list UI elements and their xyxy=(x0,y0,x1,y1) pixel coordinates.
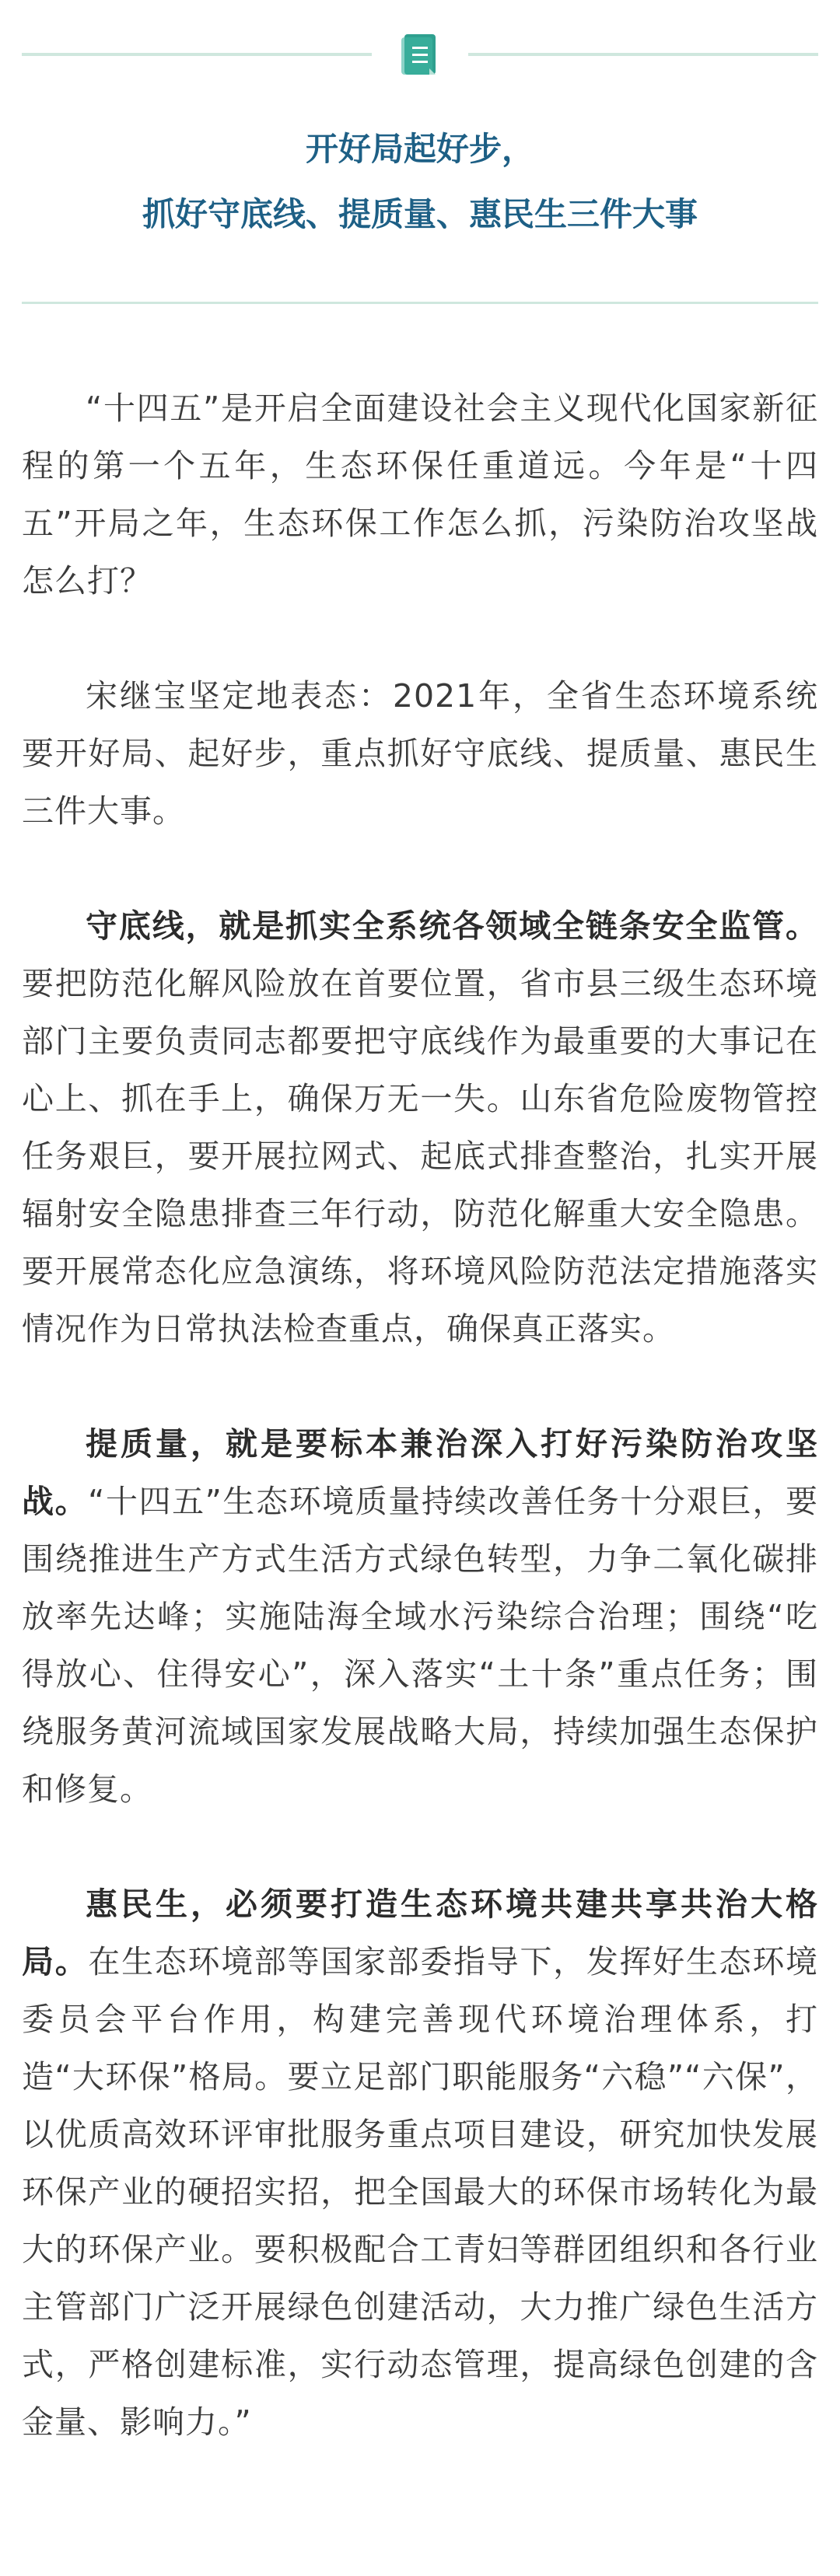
title-line-2: 抓好守底线、提质量、惠民生三件大事 xyxy=(142,195,698,233)
paragraph-quality-lead: 提质量，就是要标本兼治深入打好污染防治攻坚战。 xyxy=(22,1425,818,1520)
paragraph-bottom-line-lead: 守底线，就是抓实全系统各领域全链条安全监管。 xyxy=(86,907,818,945)
paragraph-quality-body: “十四五”生态环境质量持续改善任务十分艰巨，要围绕推进生产方式生活方式绿色转型，力争二氧化碳排放率先达峰；实施陆海全域水污染综合治理；围绕“吃得放心、住得安心”，深入落实“土十条”重点任务；围绕服务黄河流域国家发展战略大局，持续加强生态保护和修复。 xyxy=(22,1483,819,1808)
paragraph-statement: 宋继宝坚定地表态：2021年，全省生态环境系统要开好局、起好步，重点抓好守底线、提质量、惠民生三件大事。 xyxy=(22,677,818,830)
paragraph-bottom-line xyxy=(22,897,818,1358)
paragraph-livelihood-body: 在生态环境部等国家部委指导下，发挥好生态环境委员会平台作用，构建完善现代环境治理体系，打造“大环保”格局。要立足部门职能服务“六稳”“六保”，以优质高效环评审批服务重点项目建设，研究加快发展环保产业的硬招实招，把全国最大的环保市场转化为最大的环保产业。要积极配合工青妇等群团组织和各行业主管部门广泛开展绿色创建活动，大力推广绿色生活方式，严格创建标准，实行动态管理，提高绿色创建的含金量、影响力。” xyxy=(22,1943,819,2441)
header-divider-left xyxy=(22,53,372,56)
document-lines-icon xyxy=(398,31,442,78)
paragraph-livelihood xyxy=(22,1875,818,2451)
title-line-1: 开好局起好步， xyxy=(305,130,534,168)
title-divider xyxy=(22,302,818,304)
paragraph-quality xyxy=(22,1415,818,1818)
paragraph-livelihood-lead: 惠民生，必须要打造生态环境共建共享共治大格局。 xyxy=(22,1886,818,1980)
paragraph-bottom-line-body: 要把防范化解风险放在首要位置，省市县三级生态环境部门主要负责同志都要把守底线作为最重要的大事记在心上、抓在手上，确保万无一失。山东省危险废物管控任务艰巨，要开展拉网式、起底式排查整治，扎实开展辐射安全隐患排查三年行动，防范化解重大安全隐患。要开展常态化应急演练，将环境风险防范法定措施落实情况作为日常执法检查重点，确保真正落实。 xyxy=(22,965,818,1347)
paragraph-intro: “十四五”是开启全面建设社会主义现代化国家新征程的第一个五年，生态环保任重道远。今年是“十四五”开局之年，生态环保工作怎么抓，污染防治攻坚战怎么打？ xyxy=(22,390,818,599)
header-divider-right xyxy=(468,53,818,56)
article-body xyxy=(22,379,818,2508)
article-title xyxy=(0,117,840,247)
